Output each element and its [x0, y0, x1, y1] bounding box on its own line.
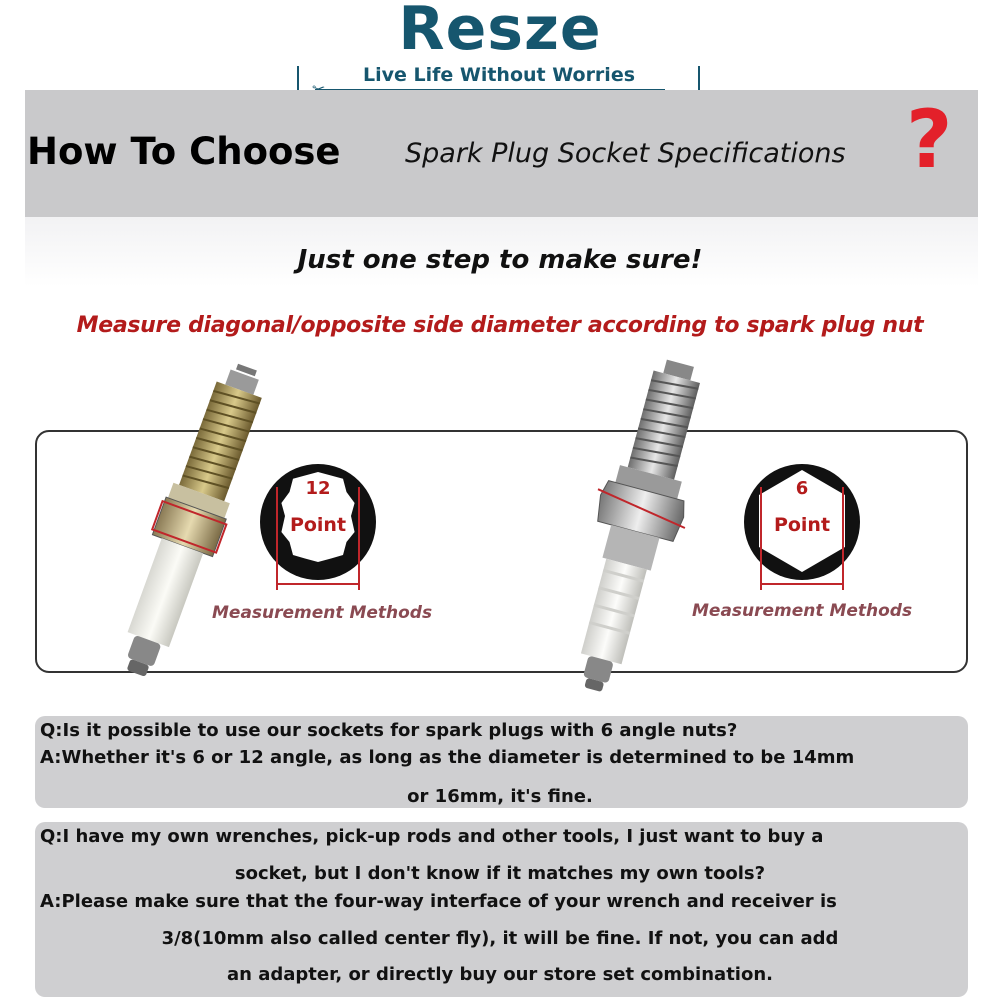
six-point-word: Point: [773, 514, 831, 536]
twelve-point-number: 12: [305, 478, 331, 499]
brand-tagline: Live Life Without Worries: [362, 64, 636, 86]
faq1-answer-line2: or 16mm, it's fine.: [407, 786, 593, 807]
brand-name: Resze: [398, 0, 602, 64]
spark-plug-6-point-image: [520, 355, 750, 700]
faq2-answer-line1: A:Please make sure that the four-way interface of your wrench and receiver is: [40, 891, 837, 912]
banner-title-italic: Spark Plug Socket Specifications: [405, 138, 846, 169]
measurement-methods-label-left: Measurement Methods: [212, 603, 433, 623]
faq2-answer-line2: 3/8(10mm also called center fly), it will be fine. If not, you can add: [161, 928, 839, 949]
step-heading: Just one step to make sure!: [297, 245, 703, 275]
measure-heading: Measure diagonal/opposite side diameter according to spark plug nut: [76, 313, 924, 338]
faq2-question-line1: Q:I have my own wrenches, pick-up rods and other tools, I just want to buy a: [40, 826, 824, 847]
twelve-point-word: Point: [289, 514, 347, 536]
measurement-methods-label-right: Measurement Methods: [692, 601, 913, 621]
faq1-answer-line1: A:Whether it's 6 or 12 angle, as long as the diameter is determined to be 14mm: [40, 747, 855, 768]
faq2-answer-line3: an adapter, or directly buy our store set combination.: [227, 964, 773, 985]
question-mark-icon: ?: [906, 93, 953, 186]
banner-title-bold: How To Choose: [27, 130, 341, 173]
six-point-number: 6: [795, 478, 809, 499]
faq2-question-line2: socket, but I don't know if it matches my own tools?: [234, 863, 766, 884]
faq1-question: Q:Is it possible to use our sockets for spark plugs with 6 angle nuts?: [40, 720, 738, 741]
